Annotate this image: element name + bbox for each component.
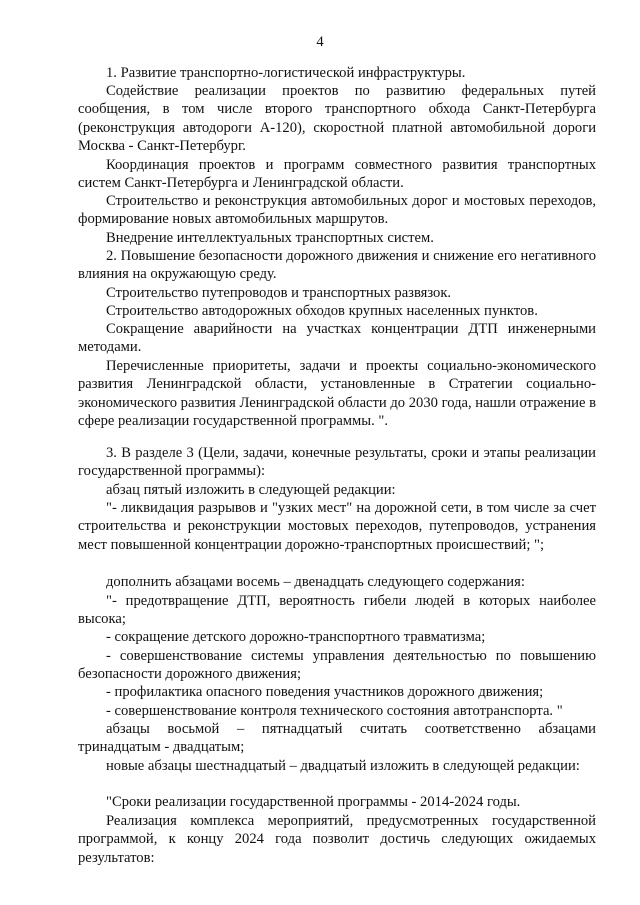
paragraph-dangerous-behavior: - профилактика опасного поведения участников дорожного движения; (106, 684, 544, 700)
paragraph-coordination: Координация проектов и программ совместного развития транспортных систем Санкт-Петербурга и Ленинградской области. (78, 157, 596, 192)
paragraph-add-eight-twelve: дополнить абзацами восемь – двенадцать следующего содержания: (106, 574, 525, 590)
paragraph-new-paragraphs: новые абзацы шестнадцатый – двадцатый изложить в следующей редакции: (106, 758, 580, 774)
paragraph-prevent-fatal-accidents: "- предотвращение ДТП, вероятность гибели людей в которых наиболее высока; (78, 593, 596, 628)
paragraph-overpasses: Строительство путепроводов и транспортных развязок. (106, 285, 452, 301)
page-number: 4 (316, 34, 324, 50)
paragraph-section-3-heading: 3. В разделе 3 (Цели, задачи, конечные результаты, сроки и этапы реализации государственной программы): (78, 445, 596, 480)
paragraph-section-2-heading: 2. Повышение безопасности дорожного движения и снижение его негативного влияния на окружающую среду. (78, 248, 596, 283)
paragraph-renumber-paragraphs: абзацы восьмой – пятнадцатый считать соответственно абзацами тринадцатым - двадцатым; (78, 721, 596, 756)
paragraph-section-1-heading: 1. Развитие транспортно-логистической инфраструктуры. (106, 65, 466, 81)
paragraph-road-construction: Строительство и реконструкция автомобильных дорог и мостовых переходов, формирование новых автомобильных маршрутов. (78, 193, 596, 228)
paragraph-amend-fifth: абзац пятый изложить в следующей редакции: (106, 482, 396, 498)
paragraph-bottleneck-removal: "- ликвидация разрывов и "узких мест" на дорожной сети, в том числе за счет строительства и реконструкции мостовых переходов, путепроводов, устранения мест повышенной концентрации дорожно-транспортных происшествий; "; (78, 500, 596, 553)
paragraph-safety-management: - совершенствование системы управления деятельностью по повышению безопасности дорожного движения; (78, 648, 596, 683)
paragraph-strategy-summary: Перечисленные приоритеты, задачи и проекты социально-экономического развития Ленинградской области, установленные в Стратегии социально-экономического развития Ленинградской области до 2030 года, нашли отражение в сфере реализации государственной программы. ". (78, 358, 596, 430)
paragraph-technical-control: - совершенствование контроля технического состояния автотранспорта. " (106, 703, 563, 719)
paragraph-federal-routes: Содействие реализации проектов по развитию федеральных путей сообщения, в том числе второго транспортного обхода Санкт-Петербурга (реконструкция автодороги А-120), скоростной платной автомобильной дороги Москва - Санкт-Петербург. (78, 83, 596, 155)
paragraph-child-injury: - сокращение детского дорожно-транспортного травматизма; (106, 629, 486, 645)
paragraph-accident-reduction: Сокращение аварийности на участках концентрации ДТП инженерными методами. (78, 321, 596, 356)
paragraph-its: Внедрение интеллектуальных транспортных систем. (106, 230, 434, 246)
paragraph-program-period: "Сроки реализации государственной программы - 2014-2024 годы. (106, 794, 521, 810)
paragraph-bypasses: Строительство автодорожных обходов крупных населенных пунктов. (106, 303, 538, 319)
paragraph-expected-results: Реализация комплекса мероприятий, предусмотренных государственной программой, к концу 2024 года позволит достичь следующих ожидаемых результатов: (78, 813, 596, 866)
